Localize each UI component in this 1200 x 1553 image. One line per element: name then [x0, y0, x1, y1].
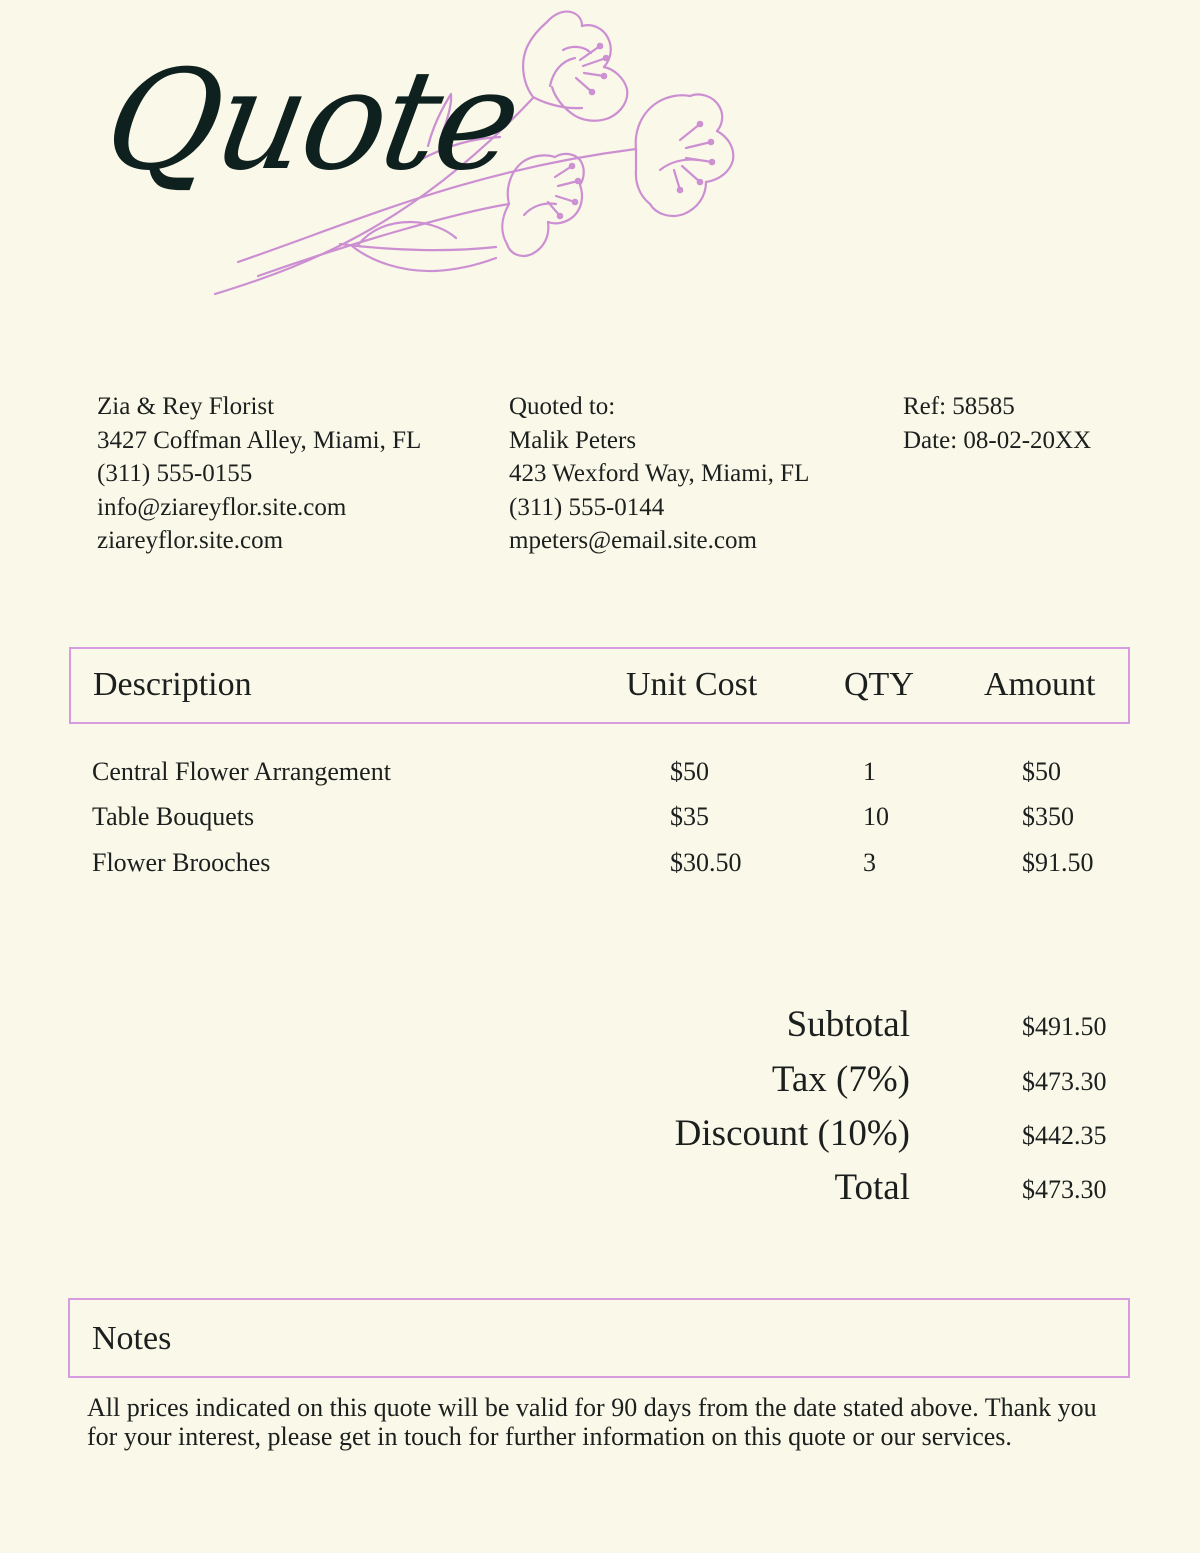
header-unit-cost: Unit Cost	[626, 666, 758, 703]
summary-value: $442.35	[1022, 1121, 1107, 1150]
client-phone: (311) 555-0144	[509, 493, 665, 521]
notes-title: Notes	[92, 1320, 172, 1357]
row-amount: $91.50	[1022, 848, 1094, 877]
header-qty: QTY	[844, 666, 914, 703]
row-unit-cost: $50	[670, 757, 709, 786]
notes-text: All prices indicated on this quote will be valid for 90 days from the date stated above. Thank you for your interest, please get in touch for further information on this quote or our services.	[87, 1393, 1097, 1451]
summary-value: $491.50	[1022, 1012, 1107, 1041]
header-amount: Amount	[984, 666, 1096, 703]
seller-phone: (311) 555-0155	[97, 460, 253, 487]
row-unit-cost: $30.50	[670, 848, 742, 877]
items-table-header	[69, 647, 1130, 724]
summary-value: $473.30	[1022, 1175, 1107, 1204]
summary-label: Tax (7%)	[771, 1059, 910, 1100]
client-label: Quoted to:	[509, 393, 616, 420]
summary-value: $473.30	[1022, 1067, 1107, 1096]
table-row	[0, 801, 1200, 841]
row-amount: $350	[1022, 802, 1074, 831]
document-title: Quote	[94, 40, 530, 201]
quote-meta	[903, 390, 1091, 457]
client-info	[509, 390, 809, 558]
seller-name: Zia & Rey Florist	[97, 393, 275, 420]
row-qty: 3	[863, 848, 876, 877]
row-amount: $50	[1022, 757, 1061, 786]
seller-address: 3427 Coffman Alley, Miami, FL	[97, 426, 422, 454]
client-email: mpeters@email.site.com	[509, 527, 757, 554]
table-row	[0, 847, 1200, 887]
table-row	[0, 756, 1200, 796]
quote-date: Date: 08-02-20XX	[903, 426, 1092, 454]
row-description: Flower Brooches	[92, 848, 271, 877]
summary-tax	[0, 1058, 1200, 1110]
summary-subtotal	[0, 1003, 1200, 1055]
client-address: 423 Wexford Way, Miami, FL	[509, 460, 810, 487]
summary-label: Subtotal	[786, 1004, 910, 1045]
seller-info	[97, 390, 421, 558]
summary-label: Discount (10%)	[674, 1113, 910, 1154]
header-description: Description	[93, 666, 252, 703]
seller-email: info@ziareyflor.site.com	[97, 493, 347, 521]
row-unit-cost: $35	[670, 802, 709, 831]
notes-header	[68, 1298, 1130, 1378]
row-qty: 10	[863, 802, 889, 831]
summary-total	[0, 1166, 1200, 1218]
seller-website: ziareyflor.site.com	[97, 527, 284, 554]
summary-label: Total	[834, 1167, 910, 1208]
row-qty: 1	[863, 757, 876, 786]
client-name: Malik Peters	[509, 426, 637, 454]
row-description: Table Bouquets	[92, 802, 255, 831]
row-description: Central Flower Arrangement	[92, 757, 391, 786]
quote-ref: Ref: 58585	[903, 393, 1015, 420]
summary-discount	[0, 1112, 1200, 1164]
